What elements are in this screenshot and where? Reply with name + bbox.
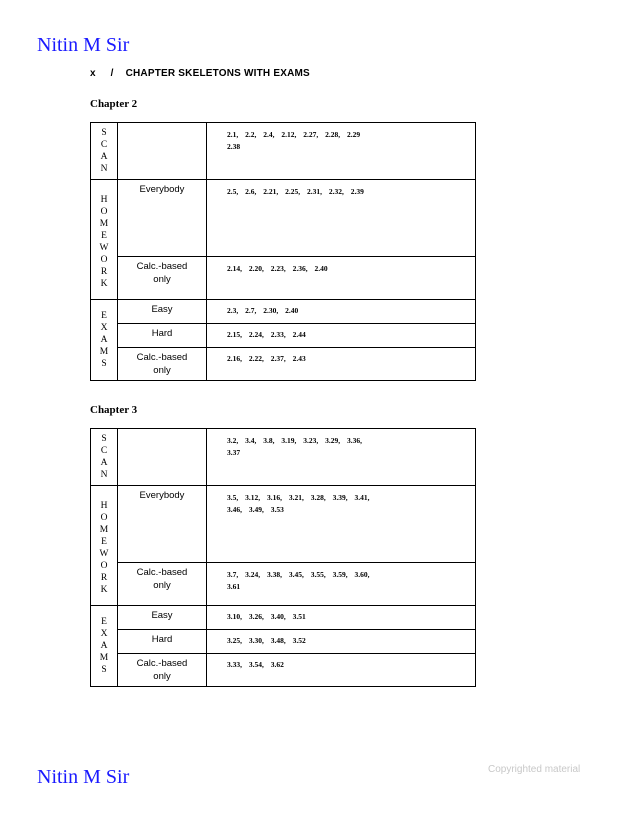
exams-letters: E X A M S — [91, 300, 118, 381]
easy-problems: 2.3, 2.7, 2.30, 2.40 — [207, 300, 476, 324]
homework-letters: H O M E W O R K — [91, 180, 118, 300]
page-number: x — [90, 68, 96, 79]
exams-calc-row — [91, 348, 476, 381]
scan-problems: 2.1, 2.2, 2.4, 2.12, 2.27, 2.28, 2.29 2.38 — [207, 123, 476, 180]
exams-easy-row — [91, 606, 476, 630]
everybody-problems: 3.5, 3.12, 3.16, 3.21, 3.28, 3.39, 3.41, 3.46, 3.49, 3.53 — [207, 486, 476, 563]
chapter-2-table — [90, 122, 476, 381]
exams-hard-row — [91, 630, 476, 654]
everybody-label: Everybody — [118, 180, 207, 257]
scan-category — [118, 429, 207, 486]
exam-calc-based-label: Calc.-based only — [118, 654, 207, 687]
copyright-notice: Copyrighted material — [488, 764, 581, 775]
calc-based-problems: 3.7, 3.24, 3.38, 3.45, 3.55, 3.59, 3.60, 3.61 — [207, 563, 476, 606]
everybody-label: Everybody — [118, 486, 207, 563]
calc-based-problems: 2.14, 2.20, 2.23, 2.36, 2.40 — [207, 257, 476, 300]
chapter-3-title: Chapter 3 — [90, 404, 138, 416]
scan-row — [91, 123, 476, 180]
homework-everybody-row — [91, 180, 476, 257]
homework-everybody-row — [91, 486, 476, 563]
exam-calc-based-label: Calc.-based only — [118, 348, 207, 381]
exams-letters: E X A M S — [91, 606, 118, 687]
scan-letters: S C A N — [91, 123, 118, 180]
exams-calc-row — [91, 654, 476, 687]
easy-problems: 3.10, 3.26, 3.40, 3.51 — [207, 606, 476, 630]
hard-label: Hard — [118, 630, 207, 654]
chapter-2-title: Chapter 2 — [90, 98, 138, 110]
exams-hard-row — [91, 324, 476, 348]
exam-calc-based-problems: 3.33, 3.54, 3.62 — [207, 654, 476, 687]
scan-row — [91, 429, 476, 486]
header-separator: / — [110, 68, 114, 79]
scan-letters: S C A N — [91, 429, 118, 486]
chapter-3-table — [90, 428, 476, 687]
page-header — [90, 68, 310, 79]
scan-problems: 3.2, 3.4, 3.8, 3.19, 3.23, 3.29, 3.36, 3.37 — [207, 429, 476, 486]
scan-category — [118, 123, 207, 180]
exam-calc-based-problems: 2.16, 2.22, 2.37, 2.43 — [207, 348, 476, 381]
calc-based-label: Calc.-based only — [118, 257, 207, 300]
homework-letters: H O M E W O R K — [91, 486, 118, 606]
easy-label: Easy — [118, 606, 207, 630]
hard-problems: 2.15, 2.24, 2.33, 2.44 — [207, 324, 476, 348]
hard-problems: 3.25, 3.30, 3.48, 3.52 — [207, 630, 476, 654]
everybody-problems: 2.5, 2.6, 2.21, 2.25, 2.31, 2.32, 2.39 — [207, 180, 476, 257]
easy-label: Easy — [118, 300, 207, 324]
watermark-bottom: Nitin M Sir — [37, 766, 130, 788]
homework-calc-row — [91, 257, 476, 300]
header-title: CHAPTER SKELETONS WITH EXAMS — [125, 68, 310, 79]
watermark-top: Nitin M Sir — [37, 34, 130, 56]
homework-calc-row — [91, 563, 476, 606]
hard-label: Hard — [118, 324, 207, 348]
calc-based-label: Calc.-based only — [118, 563, 207, 606]
exams-easy-row — [91, 300, 476, 324]
